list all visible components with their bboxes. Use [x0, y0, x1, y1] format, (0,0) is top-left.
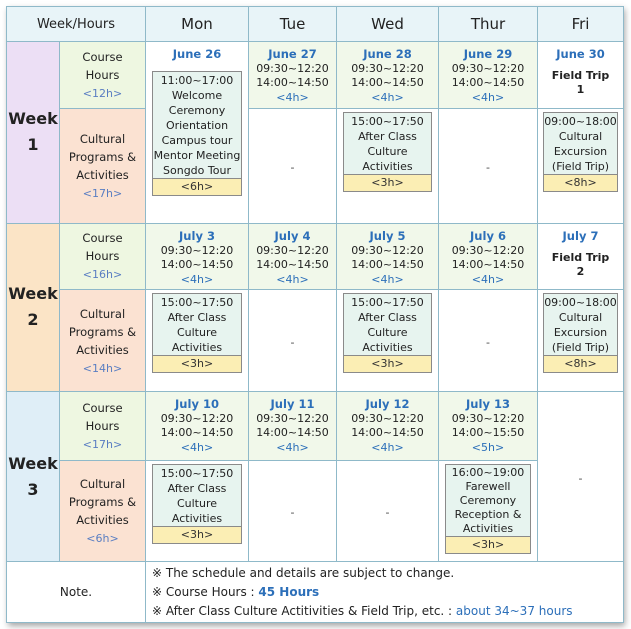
header-row	[7, 7, 624, 42]
note-body	[146, 562, 624, 623]
week1-cultural-row	[7, 108, 624, 223]
day-header-fri: Fri	[538, 7, 624, 42]
activity-box: 15:00~17:50 After Class Culture Activities <3h>	[152, 293, 242, 373]
week2-course-row	[7, 223, 624, 290]
schedule-cell: July 7 Field Trip 2	[538, 223, 624, 290]
schedule-cell: June 29 09:30~12:20 14:00~14:50 <4h>	[439, 42, 538, 109]
schedule-cell: -	[439, 108, 538, 223]
note-line: ※ The schedule and details are subject to change.	[152, 565, 455, 580]
row-label-course: Course Hours <12h>	[60, 42, 146, 109]
schedule-cell: July 5 09:30~12:20 14:00~14:50 <4h>	[337, 223, 439, 290]
week-label: Week 3	[7, 391, 60, 561]
schedule-cell: June 27 09:30~12:20 14:00~14:50 <4h>	[249, 42, 337, 109]
schedule-cell	[337, 108, 439, 223]
schedule-cell: July 3 09:30~12:20 14:00~14:50 <4h>	[146, 223, 249, 290]
schedule-cell: -	[249, 290, 337, 392]
week3-course-row	[7, 391, 624, 460]
week2-cultural-row	[7, 290, 624, 392]
note-row	[7, 562, 624, 623]
week-label: Week 2	[7, 223, 60, 391]
activity-box: 15:00~17:50 After Class Culture Activities <3h>	[343, 293, 432, 373]
schedule-cell	[538, 290, 624, 392]
schedule-cell: July 4 09:30~12:20 14:00~14:50 <4h>	[249, 223, 337, 290]
week1-course-row	[7, 42, 624, 109]
activity-box: 16:00~19:00 Farewell Ceremony Reception & Activities <3h>	[445, 464, 531, 554]
row-label-cultural: Cultural Programs & Activities <14h>	[60, 290, 146, 392]
row-label-cultural: Cultural Programs & Activities <17h>	[60, 108, 146, 223]
schedule-cell: -	[249, 108, 337, 223]
schedule-cell: June 30 Field Trip 1	[538, 42, 624, 109]
day-header-wed: Wed	[337, 7, 439, 42]
schedule-cell: -	[249, 460, 337, 562]
day-header-mon: Mon	[146, 7, 249, 42]
schedule-cell: June 26 11:00~17:00 Welcome Ceremony Orientation Campus tour Mentor Meeting Songdo Tour <6h>	[146, 42, 249, 224]
schedule-cell: July 13 09:30~12:20 14:00~15:50 <5h>	[439, 391, 538, 460]
schedule-cell: -	[538, 391, 624, 561]
activity-box: 09:00~18:00 Cultural Excursion (Field Trip) <8h>	[543, 112, 618, 192]
activity-box: 15:00~17:50 After Class Culture Activities <3h>	[343, 112, 432, 192]
activity-box: 09:00~18:00 Cultural Excursion (Field Trip) <8h>	[543, 293, 618, 373]
row-label-course: Course Hours <16h>	[60, 223, 146, 290]
schedule-cell: July 11 09:30~12:20 14:00~14:50 <4h>	[249, 391, 337, 460]
schedule-cell	[337, 290, 439, 392]
schedule-cell	[146, 460, 249, 562]
schedule-cell: June 28 09:30~12:20 14:00~14:50 <4h>	[337, 42, 439, 109]
week-label: Week 1	[7, 42, 60, 224]
note-label: Note.	[7, 562, 146, 623]
schedule-frame	[6, 6, 623, 623]
corner-header: Week/Hours	[7, 7, 146, 42]
row-label-course: Course Hours <17h>	[60, 391, 146, 460]
activity-box: 11:00~17:00 Welcome Ceremony Orientation Campus tour Mentor Meeting Songdo Tour <6h>	[152, 71, 242, 196]
schedule-cell: July 6 09:30~12:20 14:00~14:50 <4h>	[439, 223, 538, 290]
note-line: ※ Course Hours : 45 Hours	[152, 584, 320, 599]
row-label-cultural: Cultural Programs & Activities <6h>	[60, 460, 146, 562]
day-header-tue: Tue	[249, 7, 337, 42]
schedule-cell	[538, 108, 624, 223]
schedule-cell: -	[439, 290, 538, 392]
week3-cultural-row	[7, 460, 624, 562]
schedule-cell: -	[337, 460, 439, 562]
schedule-cell	[146, 290, 249, 392]
note-line: ※ After Class Culture Actitivities & Field Trip, etc. : about 34~37 hours	[152, 603, 573, 618]
schedule-cell: July 10 09:30~12:20 14:00~14:50 <4h>	[146, 391, 249, 460]
activity-box: 15:00~17:50 After Class Culture Activities <3h>	[152, 464, 242, 544]
day-header-thur: Thur	[439, 7, 538, 42]
schedule-cell: July 12 09:30~12:20 14:00~14:50 <4h>	[337, 391, 439, 460]
schedule-table	[6, 6, 624, 623]
schedule-cell	[439, 460, 538, 562]
